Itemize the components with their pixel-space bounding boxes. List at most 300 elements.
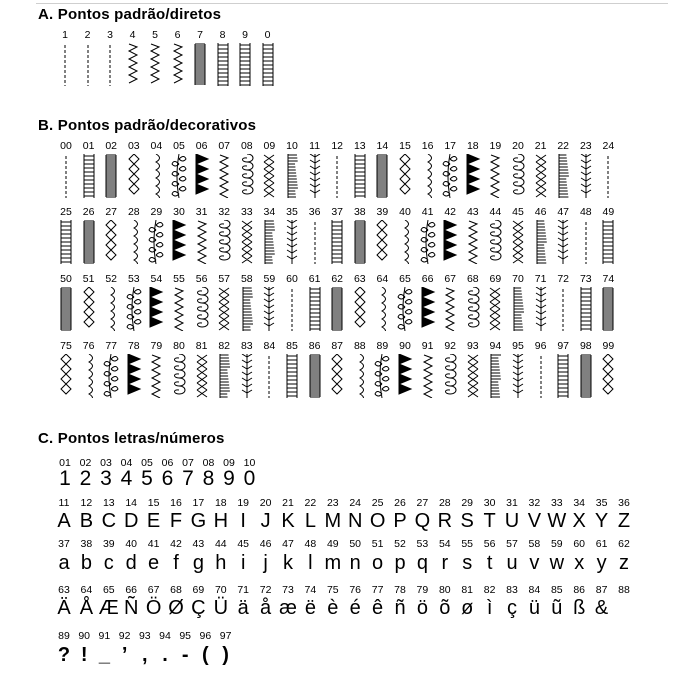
stitch-pattern [351,287,369,331]
stitch-pattern [464,287,482,331]
letter-number: 88 [618,584,630,596]
stitch-pattern [170,287,188,331]
letter-glyph: 3 [100,467,112,490]
stitch-number: 15 [399,140,411,152]
stitch-number: 87 [331,340,344,352]
stitch-number: 63 [353,273,366,285]
stitch-pattern [373,354,391,398]
section-b-title: B. Pontos padrão/decorativos [38,117,257,134]
letter-glyph: Y [594,510,609,532]
letter-number: 20 [259,497,272,509]
stitch-number: 96 [534,340,547,352]
letter-number: 75 [326,584,339,596]
letter-number: 44 [214,538,227,550]
stitch-number: 61 [308,273,321,285]
letter-glyph: R [437,510,453,532]
stitch-number: 9 [242,29,248,41]
letter-glyph: U [504,510,520,532]
letter-glyph: n [349,552,361,574]
stitch-number: 09 [263,140,276,152]
letter-glyph: s [462,552,473,574]
stitch-number: 37 [331,206,344,218]
stitch-number: 36 [308,206,321,218]
letter-number: 14 [125,497,138,509]
stitch-pattern [599,154,617,198]
letter-number: 05 [141,457,153,469]
letter-number: 67 [147,584,160,596]
letter-number: 26 [394,497,406,509]
stitch-number: 70 [512,273,524,285]
letter-glyph: 7 [182,467,194,490]
stitch-number: 62 [331,273,344,285]
stitch-pattern [260,220,278,264]
stitch-number: 84 [263,340,276,352]
stitch-number: 53 [127,273,140,285]
stitch-number: 35 [286,206,298,218]
stitch-pattern [102,354,120,398]
stitch-number: 38 [353,206,366,218]
letter-glyph: o [372,552,384,574]
letter-glyph: H [213,510,229,532]
stitch-number: 18 [466,140,479,152]
stitch-pattern [599,220,617,264]
stitch-number: 44 [489,206,502,218]
stitch-number: 54 [150,273,163,285]
stitch-pattern [192,43,208,86]
stitch-number: 58 [240,273,253,285]
letter-number: 61 [595,538,608,550]
letter-number: 30 [483,497,496,509]
stitch-pattern [306,220,324,264]
stitch-number: 71 [534,273,547,285]
letter-number: 66 [125,584,138,596]
section-a-title: A. Pontos padrão/diretos [38,6,222,23]
stitch-pattern [328,354,346,398]
letter-number: 89 [58,630,70,642]
stitch-number: 16 [421,140,434,152]
stitch-pattern [509,154,527,198]
stitch-number: 27 [105,206,118,218]
stitch-pattern [306,354,324,398]
stitch-number: 97 [557,340,570,352]
letter-number: 87 [595,584,608,596]
stitch-pattern [57,287,75,331]
letter-glyph: i [240,552,246,574]
stitch-number: 90 [399,340,411,352]
stitch-pattern [532,287,550,331]
stitch-number: 76 [82,340,95,352]
letter-glyph: x [574,552,585,574]
stitch-number: 05 [173,140,185,152]
letter-number: 80 [438,584,451,596]
letter-glyph: k [283,552,293,574]
stitch-pattern [102,154,120,198]
stitch-number: 65 [399,273,411,285]
letter-glyph: I [240,510,246,532]
stitch-pattern [170,154,188,198]
stitch-number: 89 [376,340,389,352]
letter-glyph: - [181,644,189,666]
letter-glyph: b [80,552,92,574]
stitch-pattern [464,220,482,264]
stitch-pattern [419,220,437,264]
letter-number: 02 [79,457,92,469]
letter-number: 77 [371,584,384,596]
stitch-number: 42 [444,206,457,218]
stitch-number: 26 [82,206,95,218]
stitch-pattern [193,220,211,264]
stitch-pattern [57,43,73,86]
letter-number: 22 [304,497,317,509]
stitch-pattern [328,287,346,331]
stitch-number: 40 [399,206,411,218]
stitch-pattern [486,287,504,331]
stitch-pattern [306,154,324,198]
letter-number: 12 [80,497,93,509]
stitch-pattern [486,354,504,398]
letter-number: 90 [78,630,91,642]
letter-glyph: T [483,510,496,532]
stitch-number: 85 [286,340,298,352]
stitch-pattern [532,354,550,398]
letter-glyph: ì [486,597,493,619]
stitch-number: 79 [150,340,163,352]
stitch-pattern [351,354,369,398]
letter-glyph: Z [617,510,631,532]
stitch-pattern [373,287,391,331]
stitch-pattern [147,220,165,264]
stitch-number: 45 [512,206,524,218]
letter-glyph: t [486,552,493,574]
stitch-pattern [102,287,120,331]
letter-glyph: c [103,552,114,574]
stitch-pattern [441,287,459,331]
letter-glyph: ß [573,597,586,619]
letter-number: 94 [159,630,171,642]
letter-glyph: _ [98,644,110,666]
stitch-number: 0 [264,29,271,41]
letter-number: 08 [202,457,215,469]
stitch-pattern [237,43,253,86]
letter-number: 35 [595,497,608,509]
stitch-number: 64 [376,273,389,285]
section-c-title: C. Pontos letras/números [38,430,225,447]
letter-glyph: Ñ [123,597,139,619]
stitch-number: 39 [376,206,389,218]
stitch-pattern [102,43,118,86]
letter-number: 13 [102,497,115,509]
stitch-number: 82 [218,340,231,352]
letter-number: 45 [237,538,250,550]
stitch-pattern [509,354,527,398]
letter-number: 57 [506,538,518,550]
letter-glyph: O [369,510,386,532]
stitch-pattern [170,354,188,398]
letter-number: 92 [118,630,131,642]
stitch-pattern [80,354,98,398]
stitch-pattern [57,154,75,198]
stitch-number: 55 [173,273,185,285]
stitch-number: 59 [263,273,276,285]
letter-glyph: Ç [191,597,206,619]
stitch-number: 74 [602,273,615,285]
letter-number: 09 [223,457,235,469]
stitch-pattern [125,354,143,398]
letter-glyph: ) [222,644,229,666]
letter-number: 76 [349,584,362,596]
letter-glyph: w [549,552,565,574]
stitch-pattern [80,220,98,264]
letter-glyph: p [394,552,406,574]
letter-glyph: z [619,552,629,574]
stitch-number: 73 [579,273,592,285]
letter-glyph: E [146,510,161,532]
stitch-number: 28 [127,206,140,218]
letter-number: 16 [170,497,182,509]
letter-glyph: 8 [202,467,215,490]
stitch-number: 69 [489,273,502,285]
stitch-pattern [509,287,527,331]
letter-glyph: ñ [394,597,406,619]
letter-glyph: 6 [161,467,174,490]
letter-number: 62 [618,538,630,550]
letter-number: 84 [528,584,541,596]
stitch-pattern [419,154,437,198]
letter-glyph: h [215,552,227,574]
stitch-pattern [396,287,414,331]
letter-glyph: ä [237,597,249,619]
stitch-number: 10 [286,140,298,152]
stitch-pattern [554,354,572,398]
stitch-pattern [260,154,278,198]
stitch-pattern [509,220,527,264]
stitch-number: 13 [353,140,366,152]
letter-glyph: D [123,510,139,532]
stitch-number: 34 [263,206,276,218]
letter-glyph: Ü [213,597,229,619]
stitch-number: 07 [218,140,231,152]
stitch-pattern [577,287,595,331]
stitch-number: 4 [129,29,136,41]
stitch-pattern [486,154,504,198]
stitch-number: 04 [150,140,163,152]
letter-glyph: V [527,510,542,532]
letter-glyph: å [260,597,272,619]
letter-number: 33 [550,497,563,509]
stitch-pattern [441,220,459,264]
stitch-number: 91 [421,340,434,352]
letter-number: 69 [192,584,205,596]
letter-number: 50 [349,538,362,550]
stitch-pattern [577,354,595,398]
letter-number: 41 [147,538,160,550]
letter-number: 01 [59,457,71,469]
stitch-pattern [351,220,369,264]
letter-glyph: ũ [551,597,563,619]
letter-glyph: M [324,510,342,532]
letter-number: 86 [573,584,586,596]
letter-glyph: q [416,552,428,574]
stitch-pattern [396,354,414,398]
stitch-number: 23 [579,140,592,152]
stitch-pattern [170,43,186,86]
stitch-pattern [147,43,163,86]
stitch-number: 95 [512,340,524,352]
letter-glyph: f [173,552,179,574]
stitch-pattern [215,43,231,86]
letter-glyph: v [529,552,540,574]
stitch-number: 92 [444,340,457,352]
letter-number: 72 [259,584,272,596]
letter-number: 43 [192,538,205,550]
stitch-number: 19 [489,140,502,152]
stitch-pattern [283,354,301,398]
stitch-pattern [57,220,75,264]
letter-glyph: ? [57,644,71,666]
stitch-number: 02 [105,140,118,152]
letter-glyph: y [596,552,607,574]
letter-number: 21 [282,497,294,509]
letter-glyph: W [547,510,567,532]
letter-glyph: 9 [223,467,235,490]
stitch-pattern [80,43,96,86]
letter-number: 52 [394,538,406,550]
letter-number: 59 [550,538,563,550]
letter-glyph: F [169,510,183,532]
stitch-number: 33 [240,206,253,218]
stitch-pattern [238,154,256,198]
stitch-number: 2 [84,29,91,41]
stitch-pattern [328,154,346,198]
stitch-pattern [306,287,324,331]
letter-glyph: j [263,552,268,574]
stitch-pattern [238,287,256,331]
letter-glyph: Æ [98,597,119,619]
letter-glyph: Ä [57,597,71,619]
stitch-number: 12 [331,140,344,152]
stitch-number: 80 [173,340,185,352]
letter-number: 63 [58,584,70,596]
letter-glyph: L [304,510,316,532]
stitch-number: 6 [174,29,181,41]
letter-glyph: C [101,510,117,532]
letter-glyph: Å [79,597,94,619]
letter-glyph: é [349,597,361,619]
stitch-pattern [283,220,301,264]
letter-glyph: 5 [141,467,153,490]
top-divider [36,3,668,4]
letter-glyph: Ø [168,597,184,619]
stitch-pattern [238,354,256,398]
letter-number: 65 [102,584,115,596]
letter-number: 96 [199,630,212,642]
letter-glyph: ! [80,644,88,666]
stitch-number: 21 [534,140,547,152]
letter-number: 73 [282,584,294,596]
letter-number: 42 [170,538,182,550]
stitch-number: 43 [466,206,479,218]
letter-glyph: ç [507,597,517,619]
stitch-number: 99 [602,340,615,352]
stitch-number: 60 [286,273,298,285]
letter-number: 93 [138,630,151,642]
letter-glyph: ø [461,597,474,619]
letter-glyph: B [79,510,94,532]
stitch-pattern [193,354,211,398]
letter-glyph: d [125,552,137,574]
letter-glyph: m [324,552,342,574]
letter-number: 40 [125,538,138,550]
letter-glyph: õ [439,597,451,619]
stitch-pattern [554,220,572,264]
stitch-pattern [193,287,211,331]
stitch-pattern [147,354,165,398]
stitch-pattern [373,220,391,264]
stitch-pattern [577,154,595,198]
stitch-pattern [441,154,459,198]
letter-glyph: X [572,510,586,532]
letter-glyph: , [142,644,148,666]
letter-number: 38 [80,538,93,550]
stitch-number: 14 [376,140,389,152]
letter-glyph: ö [416,597,428,619]
stitch-pattern [215,354,233,398]
stitch-pattern [396,154,414,198]
stitch-number: 88 [353,340,366,352]
letter-number: 11 [58,497,70,509]
stitch-pattern [599,354,617,398]
stitch-pattern [419,287,437,331]
stitch-pattern [80,154,98,198]
stitch-number: 11 [309,140,321,152]
stitch-pattern [125,154,143,198]
letter-number: 74 [304,584,317,596]
stitch-number: 81 [195,340,208,352]
letter-glyph: K [281,510,295,532]
letter-number: 19 [237,497,250,509]
stitch-number: 24 [602,140,615,152]
letter-number: 17 [192,497,205,509]
letter-glyph: 0 [243,467,256,490]
letter-number: 06 [161,457,174,469]
stitch-pattern [396,220,414,264]
stitch-number: 20 [512,140,524,152]
stitch-pattern [554,154,572,198]
stitch-pattern [283,287,301,331]
stitch-number: 47 [557,206,570,218]
stitch-number: 52 [105,273,118,285]
letter-number: 34 [573,497,586,509]
stitch-number: 29 [150,206,163,218]
stitch-pattern [554,287,572,331]
letter-number: 82 [483,584,496,596]
stitch-number: 00 [60,140,72,152]
letter-number: 85 [550,584,563,596]
stitch-number: 31 [195,206,208,218]
letter-number: 81 [461,584,474,596]
letter-glyph: . [162,644,168,666]
stitch-pattern [102,220,120,264]
letter-glyph: 1 [59,467,71,490]
stitch-pattern [283,154,301,198]
letter-number: 31 [506,497,518,509]
stitch-number: 08 [240,140,253,152]
letter-glyph: ’ [121,644,128,666]
letter-number: 54 [438,538,451,550]
stitch-pattern [170,220,188,264]
stitch-number: 51 [82,273,95,285]
stitch-number: 56 [195,273,208,285]
